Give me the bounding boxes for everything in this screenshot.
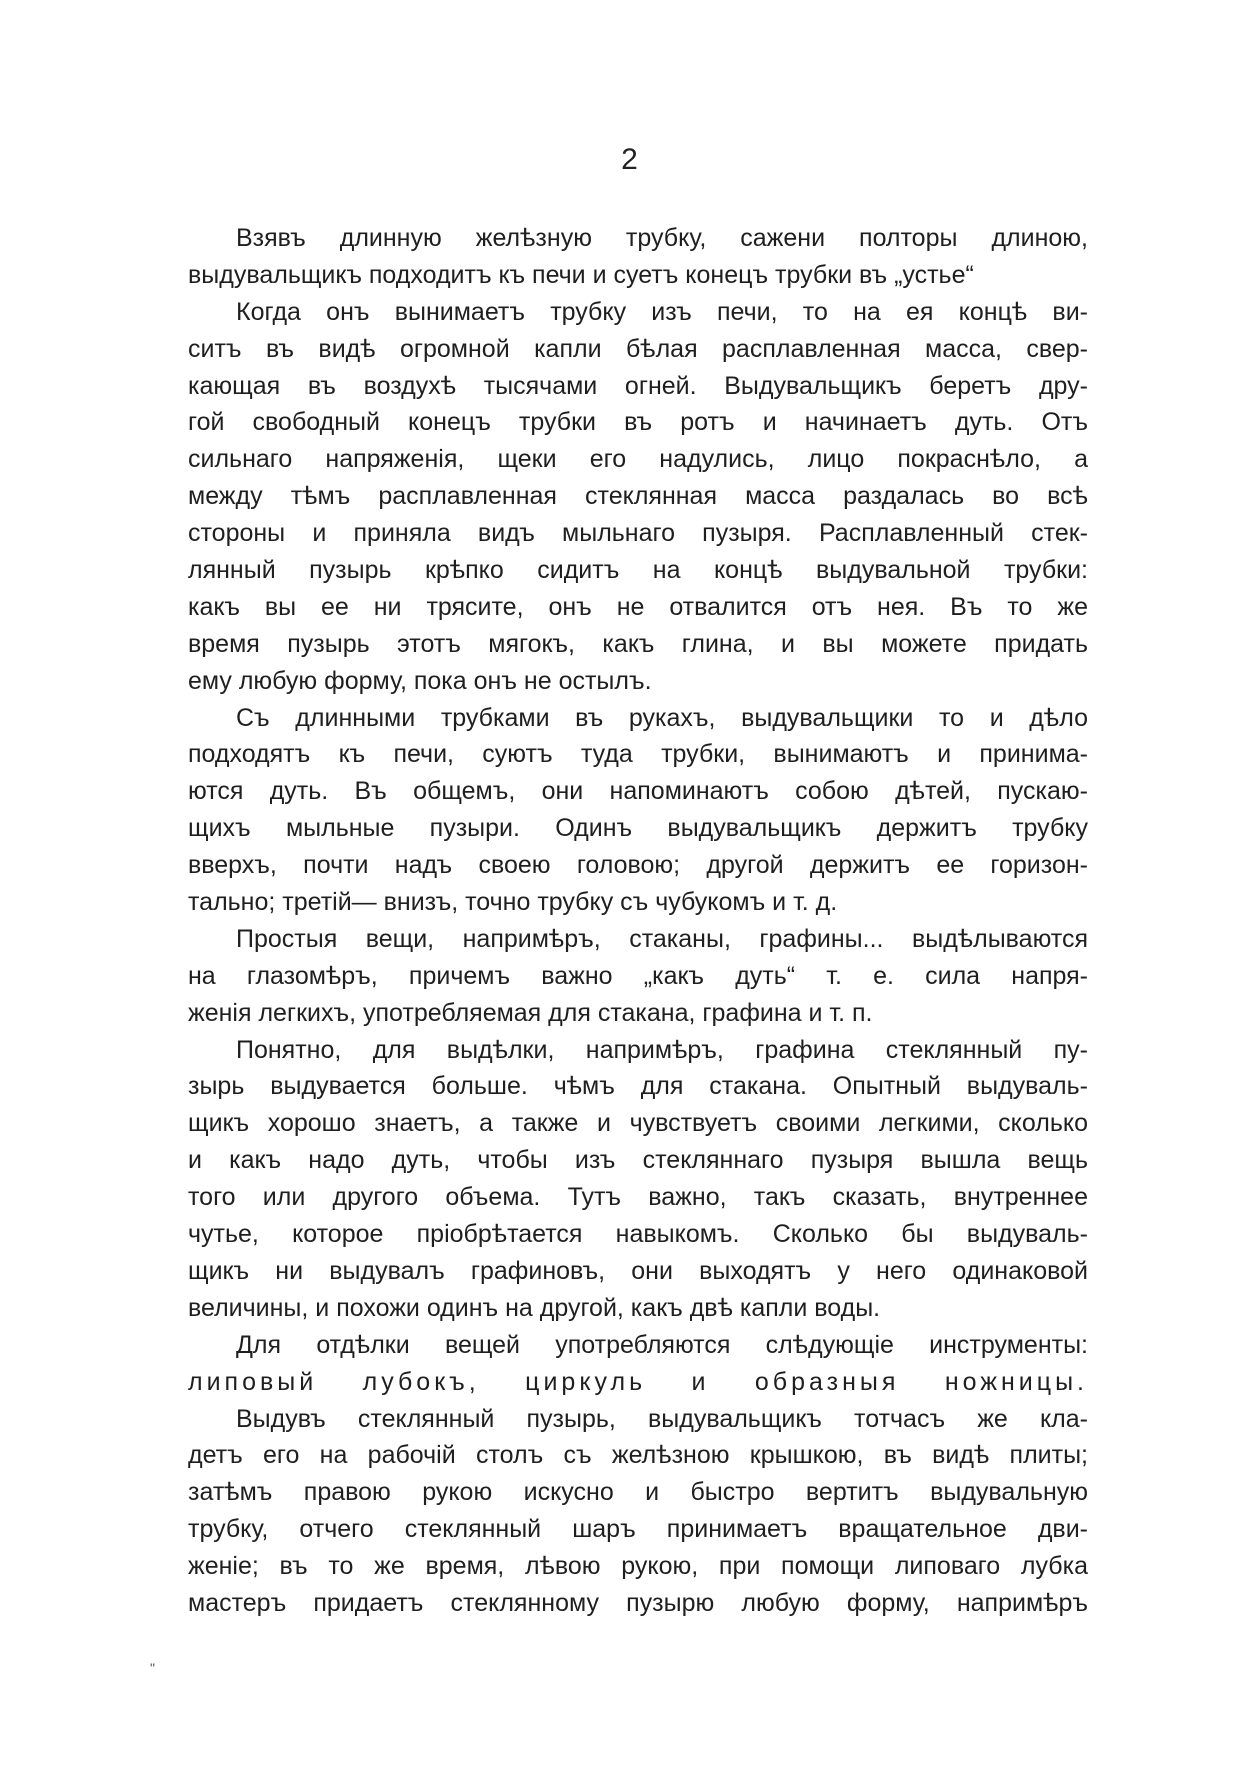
text-line: вверхъ, почти надъ своею головою; другой держитъ ее горизон- — [188, 851, 1088, 880]
text-line: время пузырь этотъ мягокъ, какъ глина, и вы можете придать — [188, 629, 1088, 658]
text-line: тально; третій— внизъ, точно трубку съ чубукомъ и т. д. — [188, 888, 838, 917]
text-line: того или другого объема. Тутъ важно, такъ сказать, внутреннее — [188, 1183, 1088, 1212]
margin-mark: " — [150, 1660, 155, 1676]
text-line: зырь выдувается больше. чѣмъ для стакана. Опытный выдуваль- — [188, 1072, 1088, 1101]
text-line: ситъ въ видѣ огромной капли бѣлая расплавленная масса, свер- — [188, 334, 1088, 363]
text-line: щикъ ни выдувалъ графиновъ, они выходятъ у него одинаковой — [188, 1256, 1088, 1285]
page-number: 2 — [621, 143, 638, 176]
text-line: гой свободный конецъ трубки въ ротъ и начинаетъ дуть. Отъ — [188, 408, 1088, 437]
text-line: и какъ надо дуть, чтобы изъ стекляннаго пузыря вышла вещь — [188, 1146, 1088, 1175]
text-line: величины, и похожи одинъ на другой, какъ двѣ капли воды. — [188, 1293, 881, 1322]
text-line: Простыя вещи, напримѣръ, стаканы, графины... выдѣлываются — [236, 924, 1088, 953]
text-line: Понятно, для выдѣлки, напримѣръ, графина стеклянный пу- — [236, 1035, 1088, 1064]
text-line: Для отдѣлки вещей употребляются слѣдующіе инструменты: — [236, 1330, 1088, 1359]
text-line: лянный пузырь крѣпко сидитъ на концѣ выдувальной трубки: — [188, 556, 1088, 585]
text-line: чутье, которое пріобрѣтается навыкомъ. Сколько бы выдуваль- — [188, 1220, 1088, 1249]
text-line: женія легкихъ, употребляемая для стакана, графина и т. п. — [188, 998, 873, 1027]
text-line: щихъ мыльные пузыри. Одинъ выдувальщикъ держитъ трубку — [188, 814, 1088, 843]
text-line: щикъ хорошо знаетъ, а также и чувствуетъ своими легкими, сколько — [188, 1109, 1088, 1138]
text-line: ему любую форму, пока онъ не остылъ. — [188, 666, 652, 695]
body-text — [188, 220, 1088, 1622]
text-line: Съ длинными трубками въ рукахъ, выдувальщики то и дѣло — [236, 703, 1088, 732]
text-line: детъ его на рабочій столъ съ желѣзною крышкою, въ видѣ плиты; — [188, 1441, 1088, 1470]
text-line: сильнаго напряженія, щеки его надулись, лицо покраснѣло, а — [188, 445, 1088, 474]
text-line: кающая въ воздухѣ тысячами огней. Выдувальщикъ беретъ дру- — [188, 371, 1088, 400]
text-line: липовый лубокъ, циркуль и образныя ножницы. — [188, 1367, 1088, 1396]
text-line: ются дуть. Въ общемъ, они напоминаютъ собою дѣтей, пускаю- — [188, 777, 1088, 806]
text-line: между тѣмъ расплавленная стеклянная масса раздалась во всѣ — [188, 482, 1088, 511]
text-line: Когда онъ вынимаетъ трубку изъ печи, то на ея концѣ ви- — [236, 297, 1088, 326]
text-line: выдувальщикъ подходитъ къ печи и суетъ конецъ трубки въ „устье“ — [188, 260, 974, 289]
text-line: подходятъ къ печи, суютъ туда трубки, вынимаютъ и принима- — [188, 740, 1088, 769]
text-line: трубку, отчего стеклянный шаръ принимаетъ вращательное дви- — [188, 1515, 1088, 1544]
text-line: на глазомѣръ, причемъ важно „какъ дуть“ т. е. сила напря- — [188, 961, 1088, 990]
text-line: Взявъ длинную желѣзную трубку, сажени полторы длиною, — [236, 224, 1088, 252]
text-line: женіе; въ то же время, лѣвою рукою, при помощи липоваго лубка — [188, 1552, 1088, 1581]
text-line: какъ вы ее ни трясите, онъ не отвалится отъ нея. Въ то же — [188, 592, 1088, 621]
text-line: Выдувъ стеклянный пузырь, выдувальщикъ тотчасъ же кла- — [236, 1404, 1088, 1433]
text-line: затѣмъ правою рукою искусно и быстро вертитъ выдувальную — [188, 1478, 1088, 1507]
text-line: мастеръ придаетъ стеклянному пузырю любую форму, напримѣръ — [188, 1588, 1088, 1617]
text-line: стороны и приняла видъ мыльнаго пузыря. Расплавленный стек- — [188, 519, 1088, 548]
